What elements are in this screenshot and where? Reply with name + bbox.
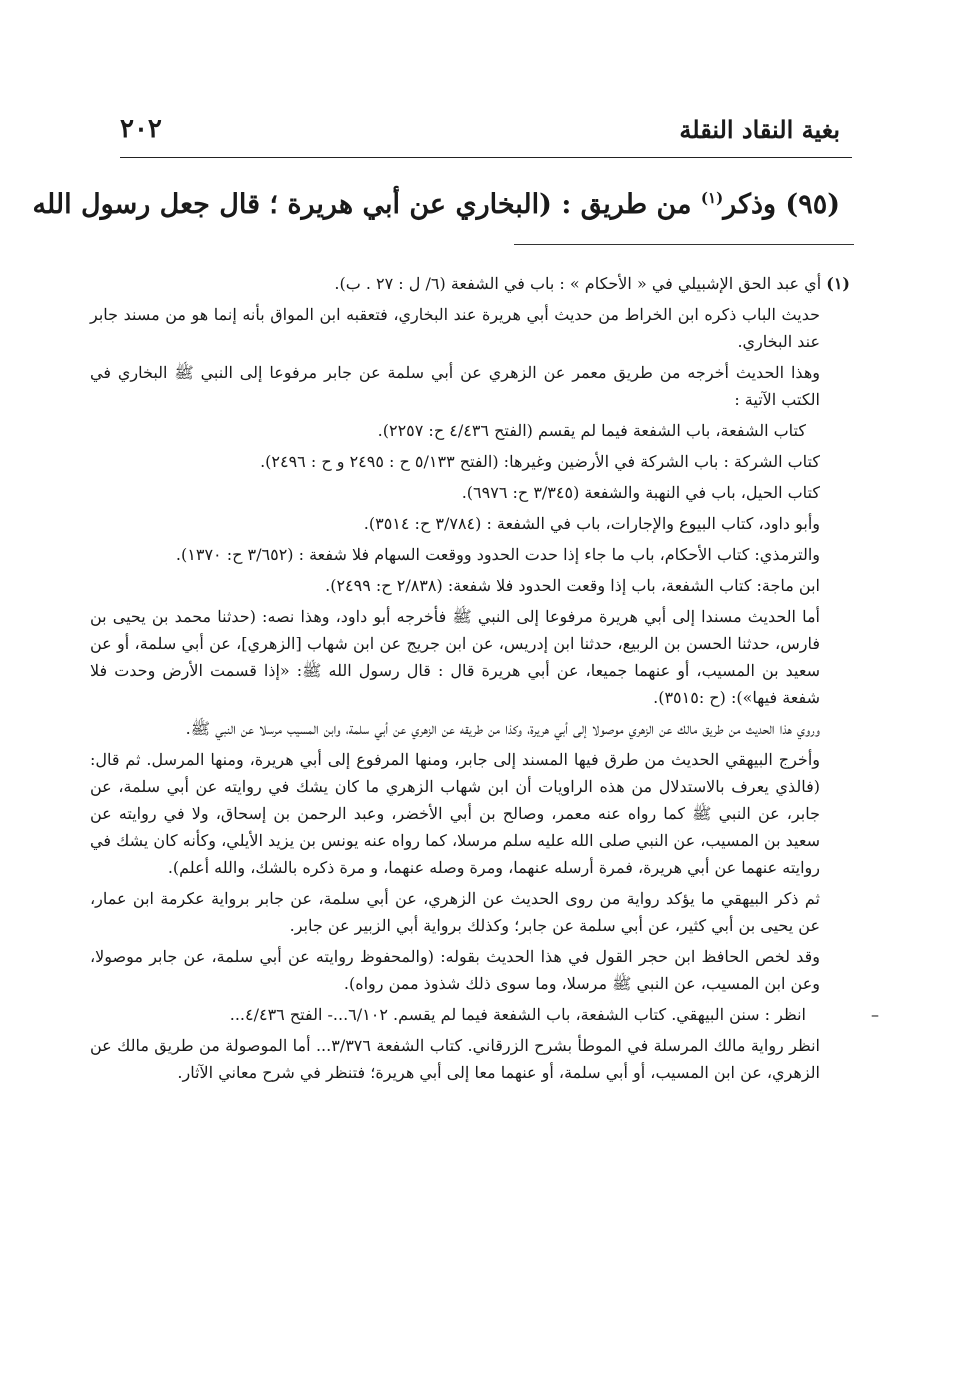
- main-text-before-ref: (٩٥) وذكر: [723, 189, 840, 220]
- footnote-paragraph: كتاب الحيل، باب في النهبة والشفعة (٣/٣٤٥ ح: ٦٩٧٦).: [461, 483, 820, 502]
- footnote-paragraph: وقد لخص الحافظ ابن حجر القول في هذا الحديث بقوله: (والمحفوظ روايته عن أبي سلمة، عن جابر موصولا، وعن ابن المسيب، عن النبي ﷺ مرسلا، وما سوى ذلك شذوذ ممن رواه).: [90, 947, 820, 993]
- footnote-paragraph: وأخرج البيهقي الحديث من طرق فيها المسند إلى جابر، ومنها المرفوع إلى أبي هريرة، ومنها المرسل. ثم قال: (فالذي يعرف بالاستدلال من هذه الراويات أن ابن شهاب الزهري ما كان يشك في روايته عن أبي سلمة، عن جابر، عن النبي ﷺ كما رواه عنه معمر، وصالح بن أبي الأخضر، وعبد الرحمن بن إسحاق، ولا في روايته عن سعيد بن المسيب، عن النبي صلى الله عليه سلم مرسلا، كما رواه عنه يونس بن يزيد الأيلي، وكأنه كان يشك في روايته عنهما عن أبي هريرة، فمرة أرسله عنهما، ومرة وصله عنهما، و مرة ذكره بالشك، والله أعلم).: [90, 750, 820, 877]
- footnote-paragraph: كتاب الشركة : باب الشركة في الأرضين وغيرها: (الفتح ٥/١٣٣ ح : ٢٤٩٥ و ح : ٢٤٩٦).: [260, 452, 820, 471]
- footnote-marker: (١): [826, 274, 850, 293]
- footnote-paragraph: انظر رواية مالك المرسلة في الموطأ بشرح الزرقاني. كتاب الشفعة ٣/٣٧٦... أما الموصولة من طريق مالك عن الزهري، عن ابن المسيب، أو أبي سلمة، أو عنهما معا إلى أبي هريرة؛ فتنظر في شرح معاني الآثار.: [90, 1036, 821, 1082]
- footnote-paragraph: وروي هذا الحديث من طريق مالك عن الزهري موصولا إلى أبي هريرة، وكذا من طريقه عن الزهري عن أبي سلمة، وابن المسيب مرسلا عن النبي ﷺ.: [185, 719, 820, 738]
- footnote-paragraph: كتاب الشفعة، باب الشفعة فيما لم يقسم (الفتح ٤/٤٣٦ ح: ٢٢٥٧).: [377, 421, 806, 440]
- footnote-paragraph: وهذا الحديث أخرجه من طريق معمر عن الزهري عن أبي سلمة عن جابر مرفوعا إلى النبي ﷺ البخاري في الكتب الآتية :: [90, 363, 820, 409]
- footnote-paragraph: أما الحديث مسندا إلى أبي هريرة مرفوعا إلى النبي ﷺ فأخرجه أبو داود، وهذا نصه: (حدثنا محمد بن يحيى بن فارس، حدثنا الحسن بن الربيع، حدثنا ابن إدريس، عن ابن جريج عن ابن شهاب [الزهري]، عن أبي سلمة، أو عن سعيد بن المسيب، أو عنهما جميعا، عن أبي هريرة قال : قال رسول الله ﷺ: «إذا قسمت الأرض وحدت فلا شفعة فيها»): (ح :٣٥١٥).: [90, 607, 821, 707]
- footnote-paragraph: وأبو داود، كتاب البيوع والإجارات، باب في الشفعة : (٣/٧٨٤ ح: ٣٥١٤).: [363, 514, 820, 533]
- footnote-paragraph: ابن ماجة: كتاب الشفعة، باب إذا وقعت الحدود فلا شفعة: (٢/٨٣٨ ح: ٢٤٩٩).: [325, 576, 820, 595]
- footnote-paragraph: ثم ذكر البيهقي ما يؤكد رواية من روى الحديث عن الزهري، عن أبي سلمة، عن جابر برواية عكرمة ابن عمار، عن يحيى بن أبي كثير، عن أبي سلمة عن جابر؛ وكذلك برواية أبي الزبير عن جابر.: [90, 889, 820, 935]
- footnote-line-1: (١) أي عبد الحق الإشبيلي في « الأحكام » : باب في الشفعة (٦/ ل : ٢٧ . ب).: [334, 274, 850, 293]
- page-header: [120, 96, 840, 144]
- footnote-dash-item: – انظر : سنن البيهقي. كتاب الشفعة، باب الشفعة فيما لم يقسم. ٦/١٠٢...- الفتح ٤/٤٣٦...: [90, 1001, 850, 1028]
- footnotes: [90, 270, 879, 1090]
- footnote-paragraph: حديث الباب ذكره ابن الخراط من حديث أبي هريرة عند البخاري، فتعقبه ابن المواق بأنه إنما هو من مسند جابر عند البخاري.: [90, 305, 820, 351]
- header-rule: [120, 157, 852, 158]
- running-title: بغية النقاد النقلة: [679, 115, 840, 144]
- footnote-paragraph: والترمذي: كتاب الأحكام، باب ما جاء إذا حدت الحدود ووقعت السهام فلا شفعة : (٣/٦٥٢ ح: ١٣٧٠).: [175, 545, 820, 564]
- footnote-reference: (١): [700, 189, 724, 207]
- dash-mark: –: [871, 1005, 879, 1024]
- main-text-line: [32, 178, 840, 225]
- main-text-after-ref: من طريق : (البخاري عن أبي هريرة ؛ قال جعل رسول الله: [32, 189, 701, 220]
- page-number: ٢٠٢: [120, 114, 162, 144]
- footnote-rule: [514, 244, 854, 245]
